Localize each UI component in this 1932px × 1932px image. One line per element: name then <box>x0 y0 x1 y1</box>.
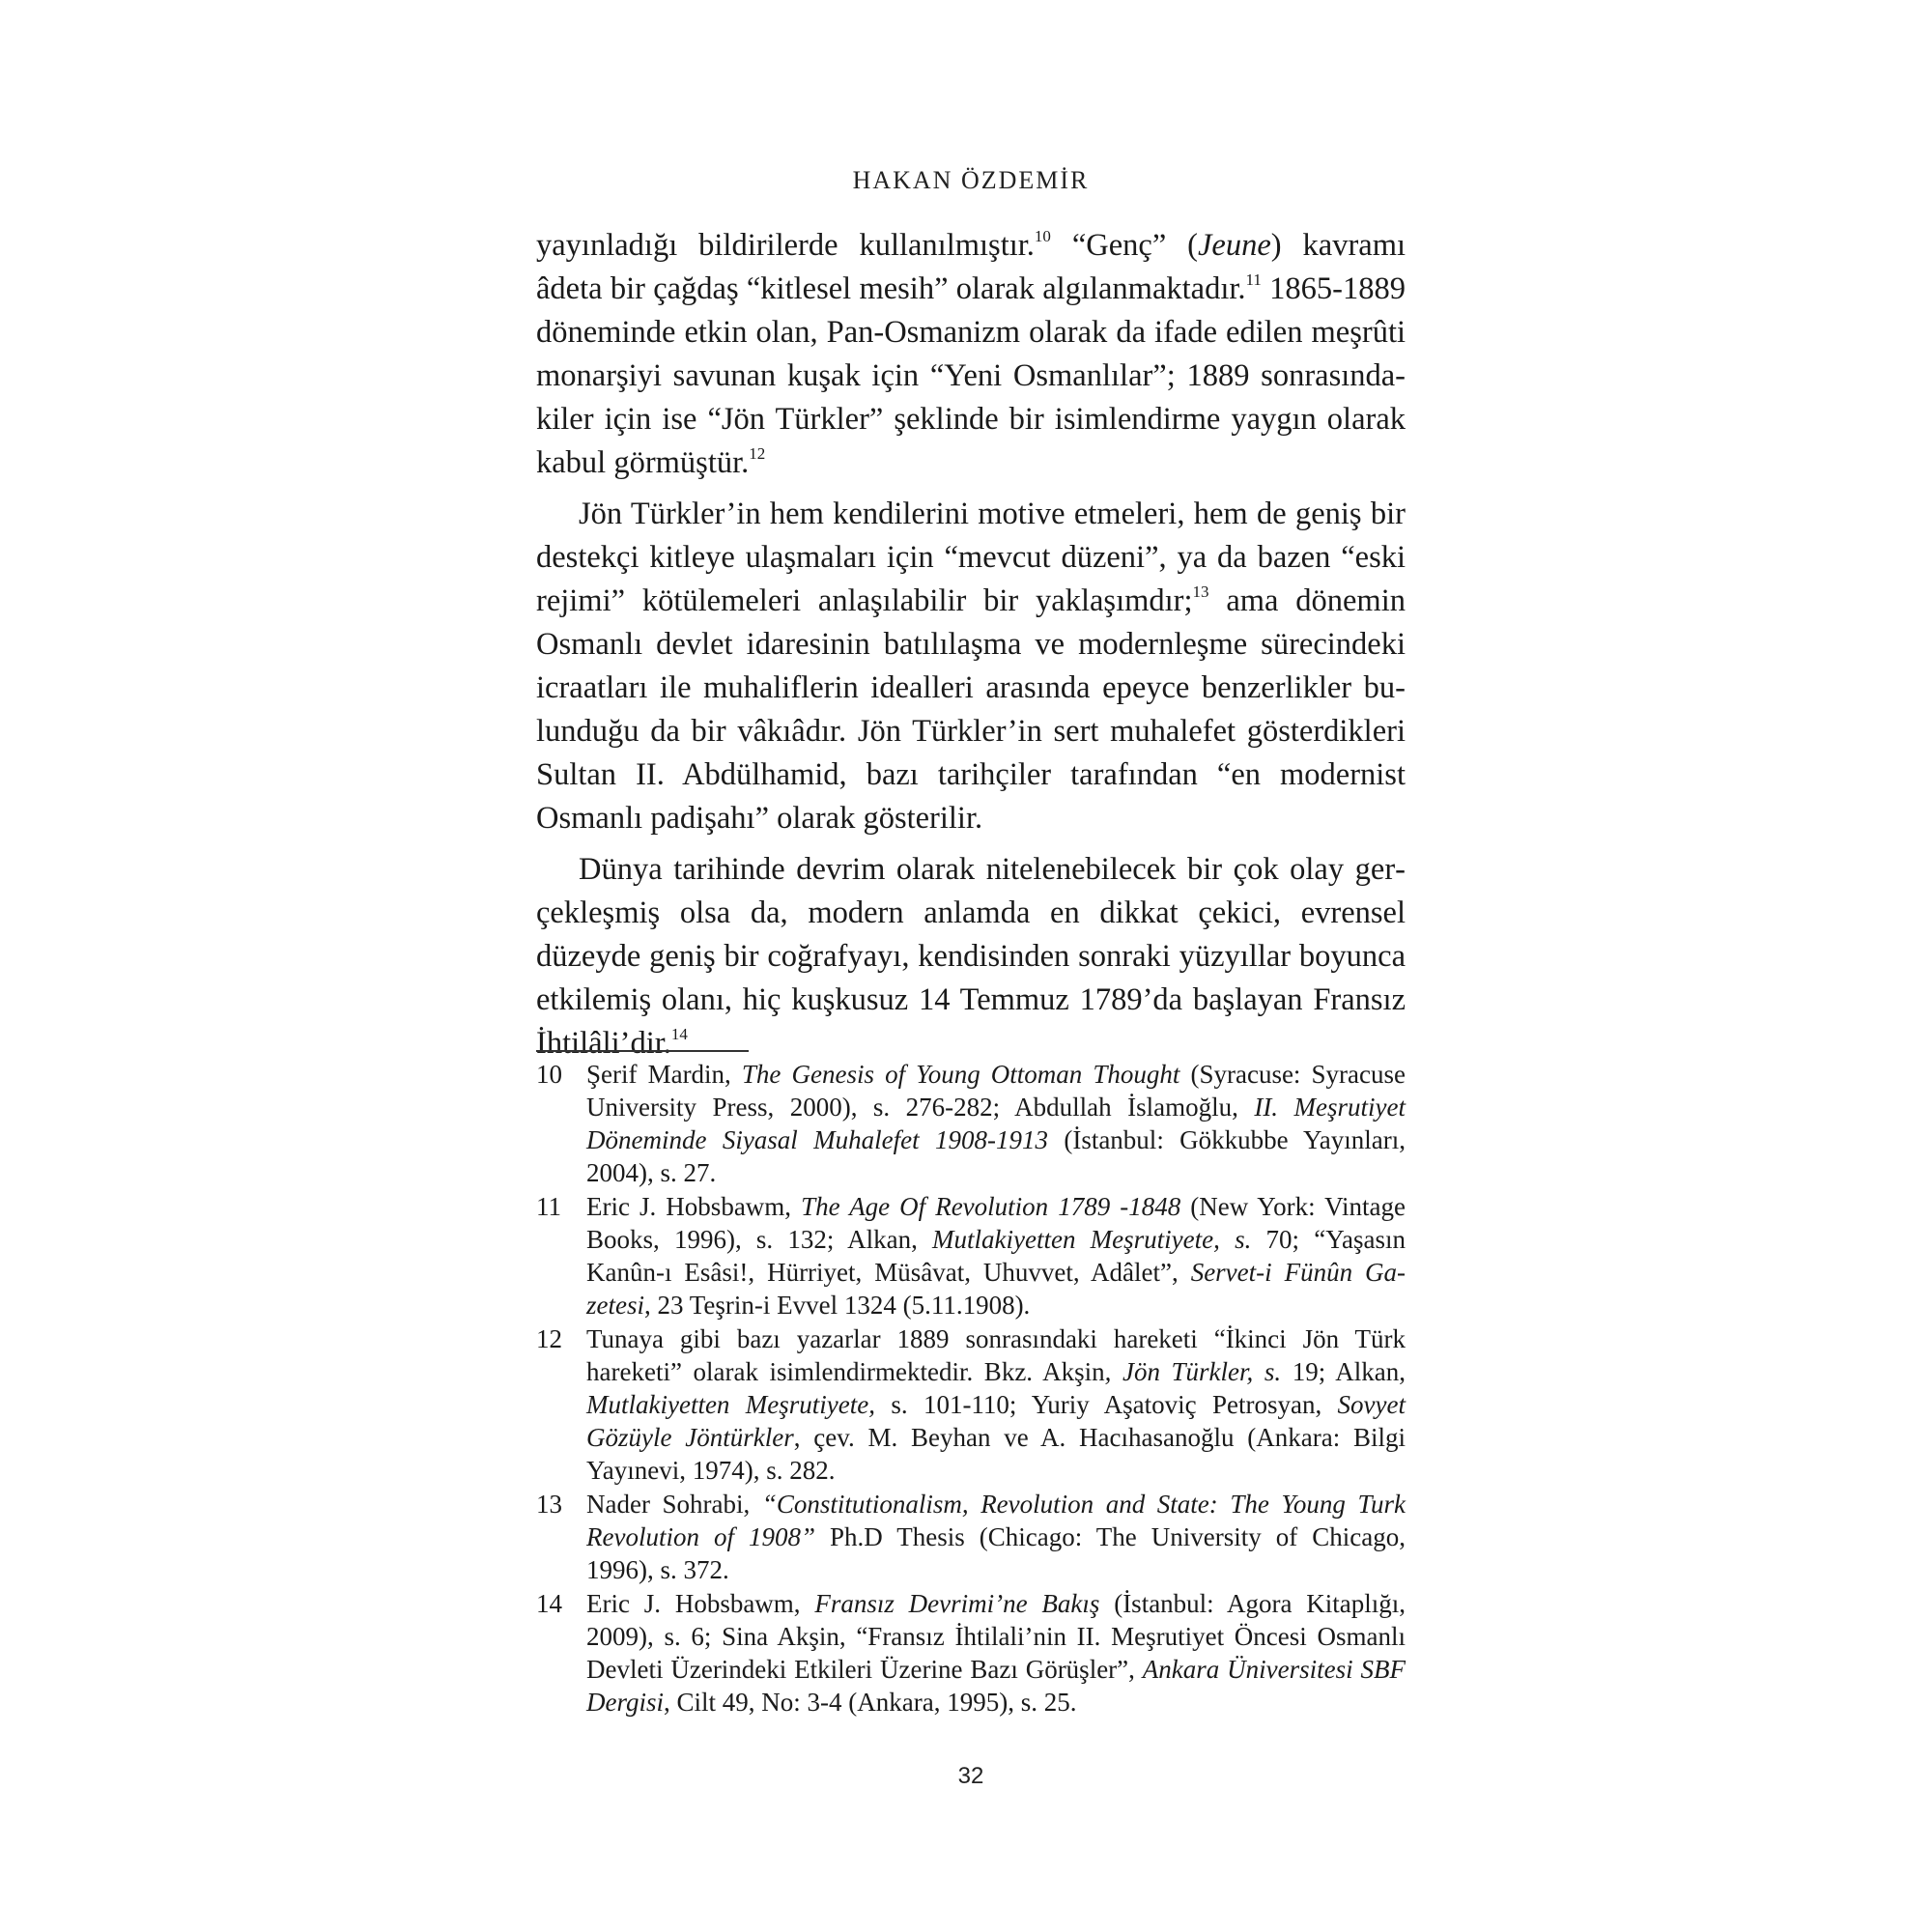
paragraph-3: Dünya tarihinde devrim olarak nitelenebilecek bir çok olay gerçekleşmiş olsa da, modern anlamda en dikkat çekici, evrensel düzeyde geniş bir coğrafyayı, kendisinden sonraki yüzyıllar boyunca etkilemiş olanı, hiç kuşkusuz 14 Temmuz 1789’da başlayan Fransız İhtilâli’dir.$^{14}$ <box>536 852 1406 1061</box>
footnote-text: Eric J. Hobsbawm, The Age Of Revolution 1789 -1848 (New York: Vintage Books, 1996), s. 132; Alkan, Mutlakiyetten Meşrutiyete, s. 70; “Yaşasın Kanûn-ı Esâsi!, Hürriyet, Müsâvat, Uhuvvet, Adâlet”, Servet-i Fünûn Gazetesi, 23 Teşrin-i Evvel 1324 (5.11.1908). <box>586 1192 1406 1320</box>
footnote-text: Şerif Mardin, The Genesis of Young Ottoman Thought (Syracuse: Syracuse University Press, 2000), s. 276-282; Abdullah İslamoğlu, II. Meşrutiyet Döneminde Siyasal Muhalefet 1908-1913 (İstanbul: Gökkubbe Yayınları, 2004), s. 27. <box>586 1060 1406 1187</box>
footnote-number: 14 <box>536 1589 562 1618</box>
footnote-12 <box>536 1322 1406 1487</box>
footnotes <box>536 1058 1406 1719</box>
running-head: HAKAN ÖZDEMİR <box>852 166 1090 194</box>
footnote-13 <box>536 1488 1406 1586</box>
footnote-text: Nader Sohrabi, “Constitutionalism, Revolution and State: The Young Turk Revolution of 1908” Ph.D Thesis (Chicago: The University of Chicago, 1996), s. 372. <box>586 1490 1406 1584</box>
footnote-number: 13 <box>536 1490 562 1519</box>
main-text <box>536 224 1406 1073</box>
footnote-10 <box>536 1058 1406 1189</box>
footnote-ref-14[interactable]: 14 <box>670 1025 688 1044</box>
footnote-ref-13[interactable]: 13 <box>1192 582 1209 602</box>
paragraph-2: Jön Türkler’in hem kendilerini motive etmeleri, hem de geniş bir destekçi kitleye ulaşmaları için “mevcut düzeni”, ya da bazen “eski rejimi” kötülemeleri anlaşılabilir bir yaklaşımdır;$^{13}$ ama dönemin Osmanlı devlet idaresinin batılılaşma ve modernleşme sürecindeki icraatları ile muhaliflerin idealleri arasında epeyce benzerlikler bulunduğu da bir vâkıâdır. Jön Türkler’in sert muhalefet gösterdikleri Sultan II. Abdülhamid, bazı tarihçiler tarafından “en modernist Osmanlı padişahı” olarak gösterilir. <box>536 497 1406 836</box>
footnote-11 <box>536 1190 1406 1321</box>
footnote-ref-11[interactable]: 11 <box>1245 270 1262 290</box>
footnote-ref-12[interactable]: 12 <box>749 444 766 464</box>
footnote-separator <box>536 1050 749 1052</box>
footnote-14 <box>536 1587 1406 1719</box>
footnote-number: 10 <box>536 1060 562 1089</box>
footnote-text: Eric J. Hobsbawm, Fransız Devrimi’ne Bakış (İstanbul: Agora Kitaplığı, 2009), s. 6; Sina Akşin, “Fransız İhtilali’nin II. Meşrutiyet Öncesi Osmanlı Devleti Üzerindeki Etkileri Üzerine Bazı Görüşler”, Ankara Üniversitesi SBF Dergisi, Cilt 49, No: 3-4 (Ankara, 1995), s. 25. <box>586 1589 1406 1717</box>
page-number: 32 <box>957 1763 984 1789</box>
footnote-text: Tunaya gibi bazı yazarlar 1889 sonrasındaki hareketi “İkinci Jön Türk hareketi” olarak isimlendirmektedir. Bkz. Akşin, Jön Türkler, s. 19; Alkan, Mutlakiyetten Meşrutiyete, s. 101-110; Yuriy Aşatoviç Petrosyan, Sovyet Gözüyle Jöntürkler, çev. M. Beyhan ve A. Hacıhasanoğlu (Ankara: Bilgi Yayınevi, 1974), s. 282. <box>586 1324 1406 1485</box>
paragraph-1: yayınladığı bildirilerde kullanılmıştır.$^{10}$ “Genç” (Jeune) kavramı âdeta bir çağdaş “kitlesel mesih” olarak algılanmaktadır.$^{11}$ 1865-1889 döneminde etkin olan, Pan-Osmanizm olarak da ifade edilen meşrûti monarşiyi savunan kuşak için “Yeni Osmanlılar”; 1889 sonrasındakiler için ise “Jön Türkler” şeklinde bir isimlendirme yaygın olarak kabul görmüştür.$^{12}$ <box>536 227 1406 480</box>
footnote-number: 11 <box>536 1192 561 1221</box>
footnote-ref-10[interactable]: 10 <box>1034 227 1051 246</box>
footnote-number: 12 <box>536 1324 562 1353</box>
